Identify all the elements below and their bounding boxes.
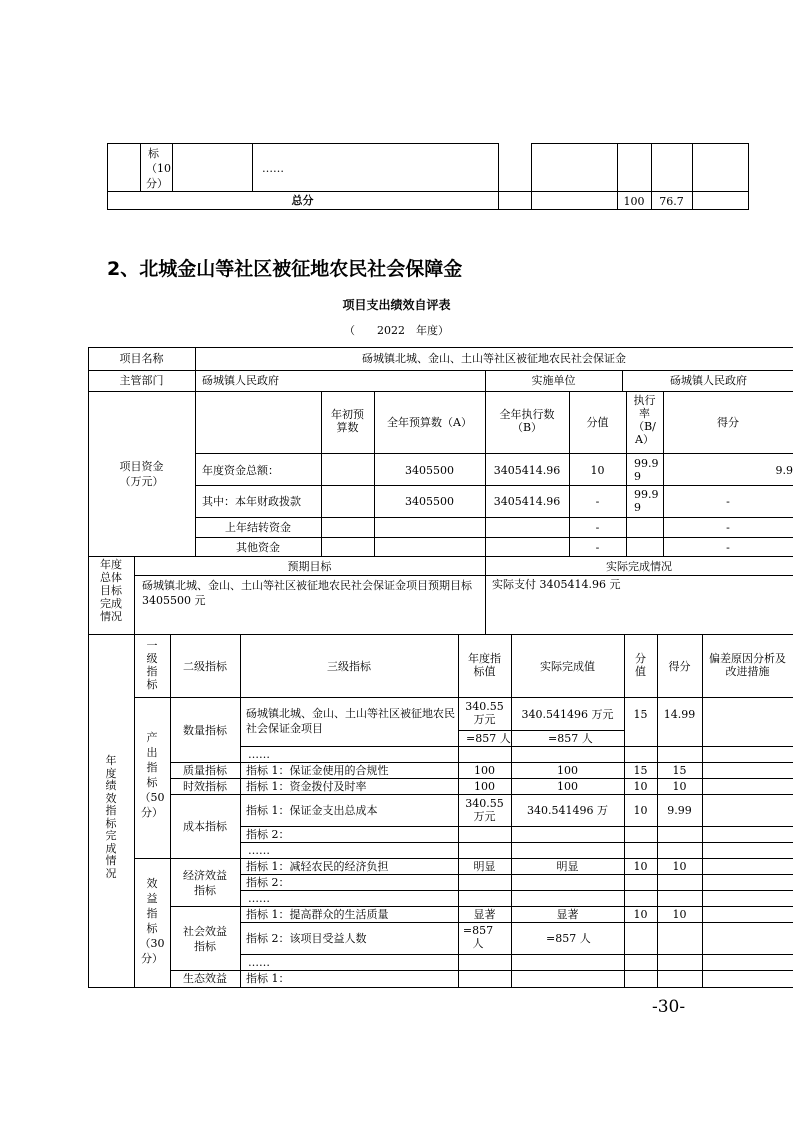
timely-label: 时效指标 (183, 780, 227, 793)
fund-row-2-score-value: - (595, 495, 600, 508)
benefit-indicators-label: 效 益 指 标 （30 分） (139, 877, 165, 965)
fund-row-1-full-year: 3405500 (405, 464, 454, 477)
econ-score-value: 10 (633, 860, 648, 873)
timely-target: 100 (474, 780, 495, 793)
social-text1: 指标 1：提高群众的生活质量 (246, 908, 389, 921)
quality-text: 指标 1：保证金使用的合规性 (246, 764, 389, 777)
output-indicators-label: 产 出 指 标 （50 分） (139, 731, 165, 819)
unit-label: 实施单位 (531, 374, 576, 387)
table-title: 项目支出绩效自评表 (342, 298, 451, 312)
cost-ellipsis: …… (248, 844, 270, 857)
fund-row-2-label: 其中：本年财政拨款 (202, 495, 301, 508)
cost-score: 9.99 (667, 804, 692, 817)
econ-target: 明显 (473, 860, 496, 873)
fund-row-2-executed: 3405414.96 (493, 495, 561, 508)
fund-row-4-score: - (726, 541, 730, 554)
fund-row-2-full-year: 3405500 (405, 495, 454, 508)
quality-score: 15 (672, 764, 687, 777)
project-name-label: 项目名称 (119, 352, 164, 365)
qty-row2-target: =857 人 (466, 732, 511, 745)
fund-row-4-label: 其他资金 (236, 541, 280, 554)
total-label: 总分 (291, 194, 314, 207)
quality-target: 100 (474, 764, 495, 777)
qty-label: 数量指标 (183, 724, 227, 737)
eco-text1: 指标 1： (246, 972, 290, 985)
funds-header-initial: 年初预 算数 (331, 408, 364, 434)
section-heading: 2、北城金山等社区被征地农民社会保障金 (107, 258, 463, 280)
cost-label: 成本指标 (183, 820, 227, 833)
econ-actual: 明显 (556, 860, 579, 873)
social-actual2: =857 人 (546, 932, 591, 945)
funds-label-2: （万元） (119, 475, 164, 488)
qty-row2-actual: =857 人 (548, 732, 593, 745)
funds-header-exec-rate: 执行 率 （B/ A） (633, 394, 656, 446)
social-score: 10 (672, 908, 687, 921)
page-number: -30- (652, 997, 686, 1017)
top-label-score: （10 (146, 162, 171, 175)
fund-row-1-rate: 99.9 9 (634, 457, 659, 483)
quality-label: 质量指标 (183, 764, 227, 777)
qty-row1-actual: 340.541496 万元 (521, 708, 614, 721)
eco-label: 生态效益 (183, 972, 227, 985)
funds-header-score-value: 分值 (586, 416, 609, 429)
qty-ellipsis: …… (248, 748, 270, 761)
total-score: 76.7 (659, 195, 684, 208)
social-label: 社会效益 指标 (183, 925, 227, 953)
header-target: 年度指 标值 (468, 652, 501, 678)
header-score: 得分 (668, 660, 691, 673)
goals-expected-header: 预期目标 (287, 560, 332, 573)
qty-row1-text: 砀城镇北城、金山、土山等社区被征地农民社会保证金项目 (246, 707, 455, 735)
quality-score-value: 15 (633, 764, 648, 777)
fund-row-2-rate: 99.9 9 (634, 488, 659, 514)
header-actual: 实际完成值 (540, 660, 595, 673)
social-target2: =857 人 (462, 924, 494, 950)
fund-row-1-label: 年度资金总额： (202, 464, 279, 477)
total-full: 100 (623, 195, 645, 208)
goals-label: 年度 总体 目标 完成 情况 (100, 558, 122, 623)
cost-actual: 340.541496 万 (527, 804, 608, 817)
quality-actual: 100 (557, 764, 578, 777)
timely-text: 指标 1：资金拨付及时率 (246, 780, 367, 793)
timely-score: 10 (672, 780, 687, 793)
dept-label: 主管部门 (119, 374, 164, 387)
social-score-value: 10 (633, 908, 648, 921)
qty-row1-target: 340.55 万元 (465, 700, 504, 726)
fund-row-1-score-value: 10 (590, 464, 605, 477)
funds-header-executed: 全年执行数 （B） (499, 408, 555, 434)
unit-value: 砀城镇人民政府 (670, 374, 747, 387)
fund-row-1-score: 9.9 (775, 464, 793, 477)
dept-value: 砀城镇人民政府 (202, 374, 279, 387)
qty-row1-score-value: 15 (633, 708, 648, 721)
social-actual: 显著 (556, 908, 579, 921)
top-ellipsis: …… (262, 162, 284, 175)
header-score-value: 分 值 (635, 652, 646, 678)
fund-row-3-score-value: - (595, 521, 600, 534)
econ-score: 10 (672, 860, 687, 873)
cost-text2: 指标 2： (246, 828, 290, 841)
cost-target: 340.55 万元 (465, 797, 504, 823)
social-ellipsis: …… (248, 956, 270, 969)
funds-header-score: 得分 (717, 416, 739, 429)
econ-ellipsis: …… (248, 892, 270, 905)
fund-row-3-label: 上年结转资金 (225, 521, 291, 534)
timely-score-value: 10 (633, 780, 648, 793)
project-name-value: 砀城镇北城、金山、土山等社区被征地农民社会保证金 (362, 352, 626, 365)
social-text2: 指标 2：该项目受益人数 (246, 932, 367, 945)
econ-text1: 指标 1：减轻农民的经济负担 (246, 860, 389, 873)
goals-actual-text: 实际支付 3405414.96 元 (492, 578, 621, 591)
top-label-biao: 标 (148, 147, 159, 160)
cost-score-value: 10 (633, 804, 648, 817)
fund-row-3-score: - (726, 521, 730, 534)
econ-text2: 指标 2： (246, 876, 290, 889)
goals-expected-text: 砀城镇北城、金山、土山等社区被征地农民社会保证金项目预期目标 3405500 元 (142, 579, 472, 607)
funds-header-full-year: 全年预算数（A） (387, 416, 472, 429)
indicators-side-label: 年度绩效指标完成情况 (105, 754, 117, 880)
qty-row1-score: 14.99 (663, 708, 696, 721)
header-level1: 一 级 指 标 (146, 639, 158, 691)
header-deviation: 偏差原因分析及 改进措施 (709, 652, 786, 678)
cost-text1: 指标 1：保证金支出总成本 (246, 804, 378, 817)
fund-row-1-executed: 3405414.96 (493, 464, 561, 477)
header-level3: 三级指标 (327, 660, 371, 673)
year-line: （ 2022 年度） (344, 324, 449, 337)
fund-row-4-score-value: - (595, 541, 600, 554)
header-level2: 二级指标 (183, 660, 227, 673)
social-target: 显著 (473, 908, 496, 921)
fund-row-2-score: - (726, 495, 730, 508)
goals-actual-header: 实际完成情况 (606, 560, 672, 573)
timely-actual: 100 (557, 780, 578, 793)
econ-label: 经济效益 指标 (183, 869, 227, 897)
funds-label-1: 项目资金 (119, 460, 164, 473)
top-label-fen: 分） (146, 177, 168, 190)
